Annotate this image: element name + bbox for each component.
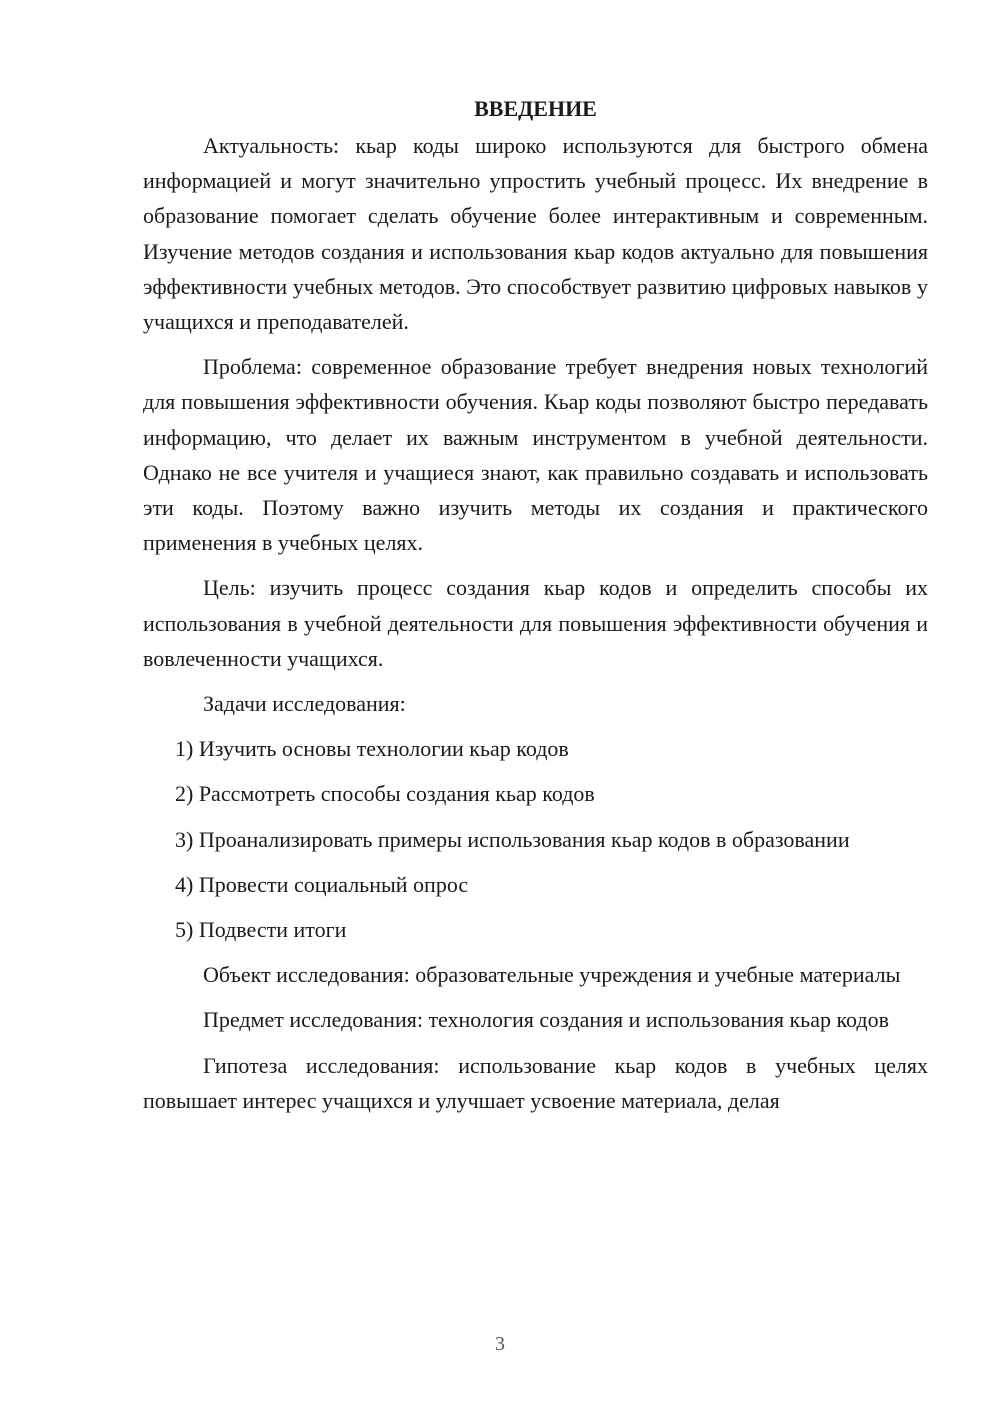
paragraph-subject: Предмет исследования: технология создания и использования кьар кодов bbox=[203, 1007, 889, 1033]
paragraph-tasks-heading: Задачи исследования: bbox=[203, 691, 406, 717]
paragraph-hypothesis: Гипотеза исследования: использование кьар кодов в учебных целях повышает интерес учащихся и улучшает усвоение материала, делая bbox=[143, 1052, 928, 1113]
paragraph-object: Объект исследования: образовательные учреждения и учебные материалы bbox=[203, 962, 901, 988]
document-page bbox=[143, 92, 928, 1128]
task-item-1: 1) Изучить основы технологии кьар кодов bbox=[175, 736, 569, 762]
paragraph-problem: Проблема: современное образование требует внедрения новых технологий для повышения эффективности обучения. Кьар коды позволяют быстро передавать информацию, что делает их важным инструментом в учебной деятельности. Однако не все учителя и учащиеся знают, как правильно создавать и использовать эти коды. Поэтому важно изучить методы их создания и практического применения в учебных целях. bbox=[143, 354, 928, 556]
task-item-4: 4) Провести социальный опрос bbox=[175, 871, 469, 897]
task-item-5: 5) Подвести итоги bbox=[175, 917, 347, 943]
paragraph-goal: Цель: изучить процесс создания кьар кодов и определить способы их использования в учебной деятельности для повышения эффективности обучения и вовлеченности учащихся. bbox=[143, 575, 928, 671]
task-item-2: 2) Рассмотреть способы создания кьар кодов bbox=[175, 781, 595, 807]
section-title: ВВЕДЕНИЕ bbox=[474, 96, 597, 121]
paragraph-relevance: Актуальность: кьар коды широко используются для быстрого обмена информацией и могут значительно упростить учебный процесс. Их внедрение в образование помогает сделать обучение более интерактивным и современным. Изучение методов создания и использования кьар кодов актуально для повышения эффективности учебных методов. Это способствует развитию цифровых навыков у учащихся и преподавателей. bbox=[143, 133, 928, 335]
task-item-3: 3) Проанализировать примеры использования кьар кодов в образовании bbox=[175, 826, 850, 852]
page-number: 3 bbox=[495, 1333, 505, 1355]
